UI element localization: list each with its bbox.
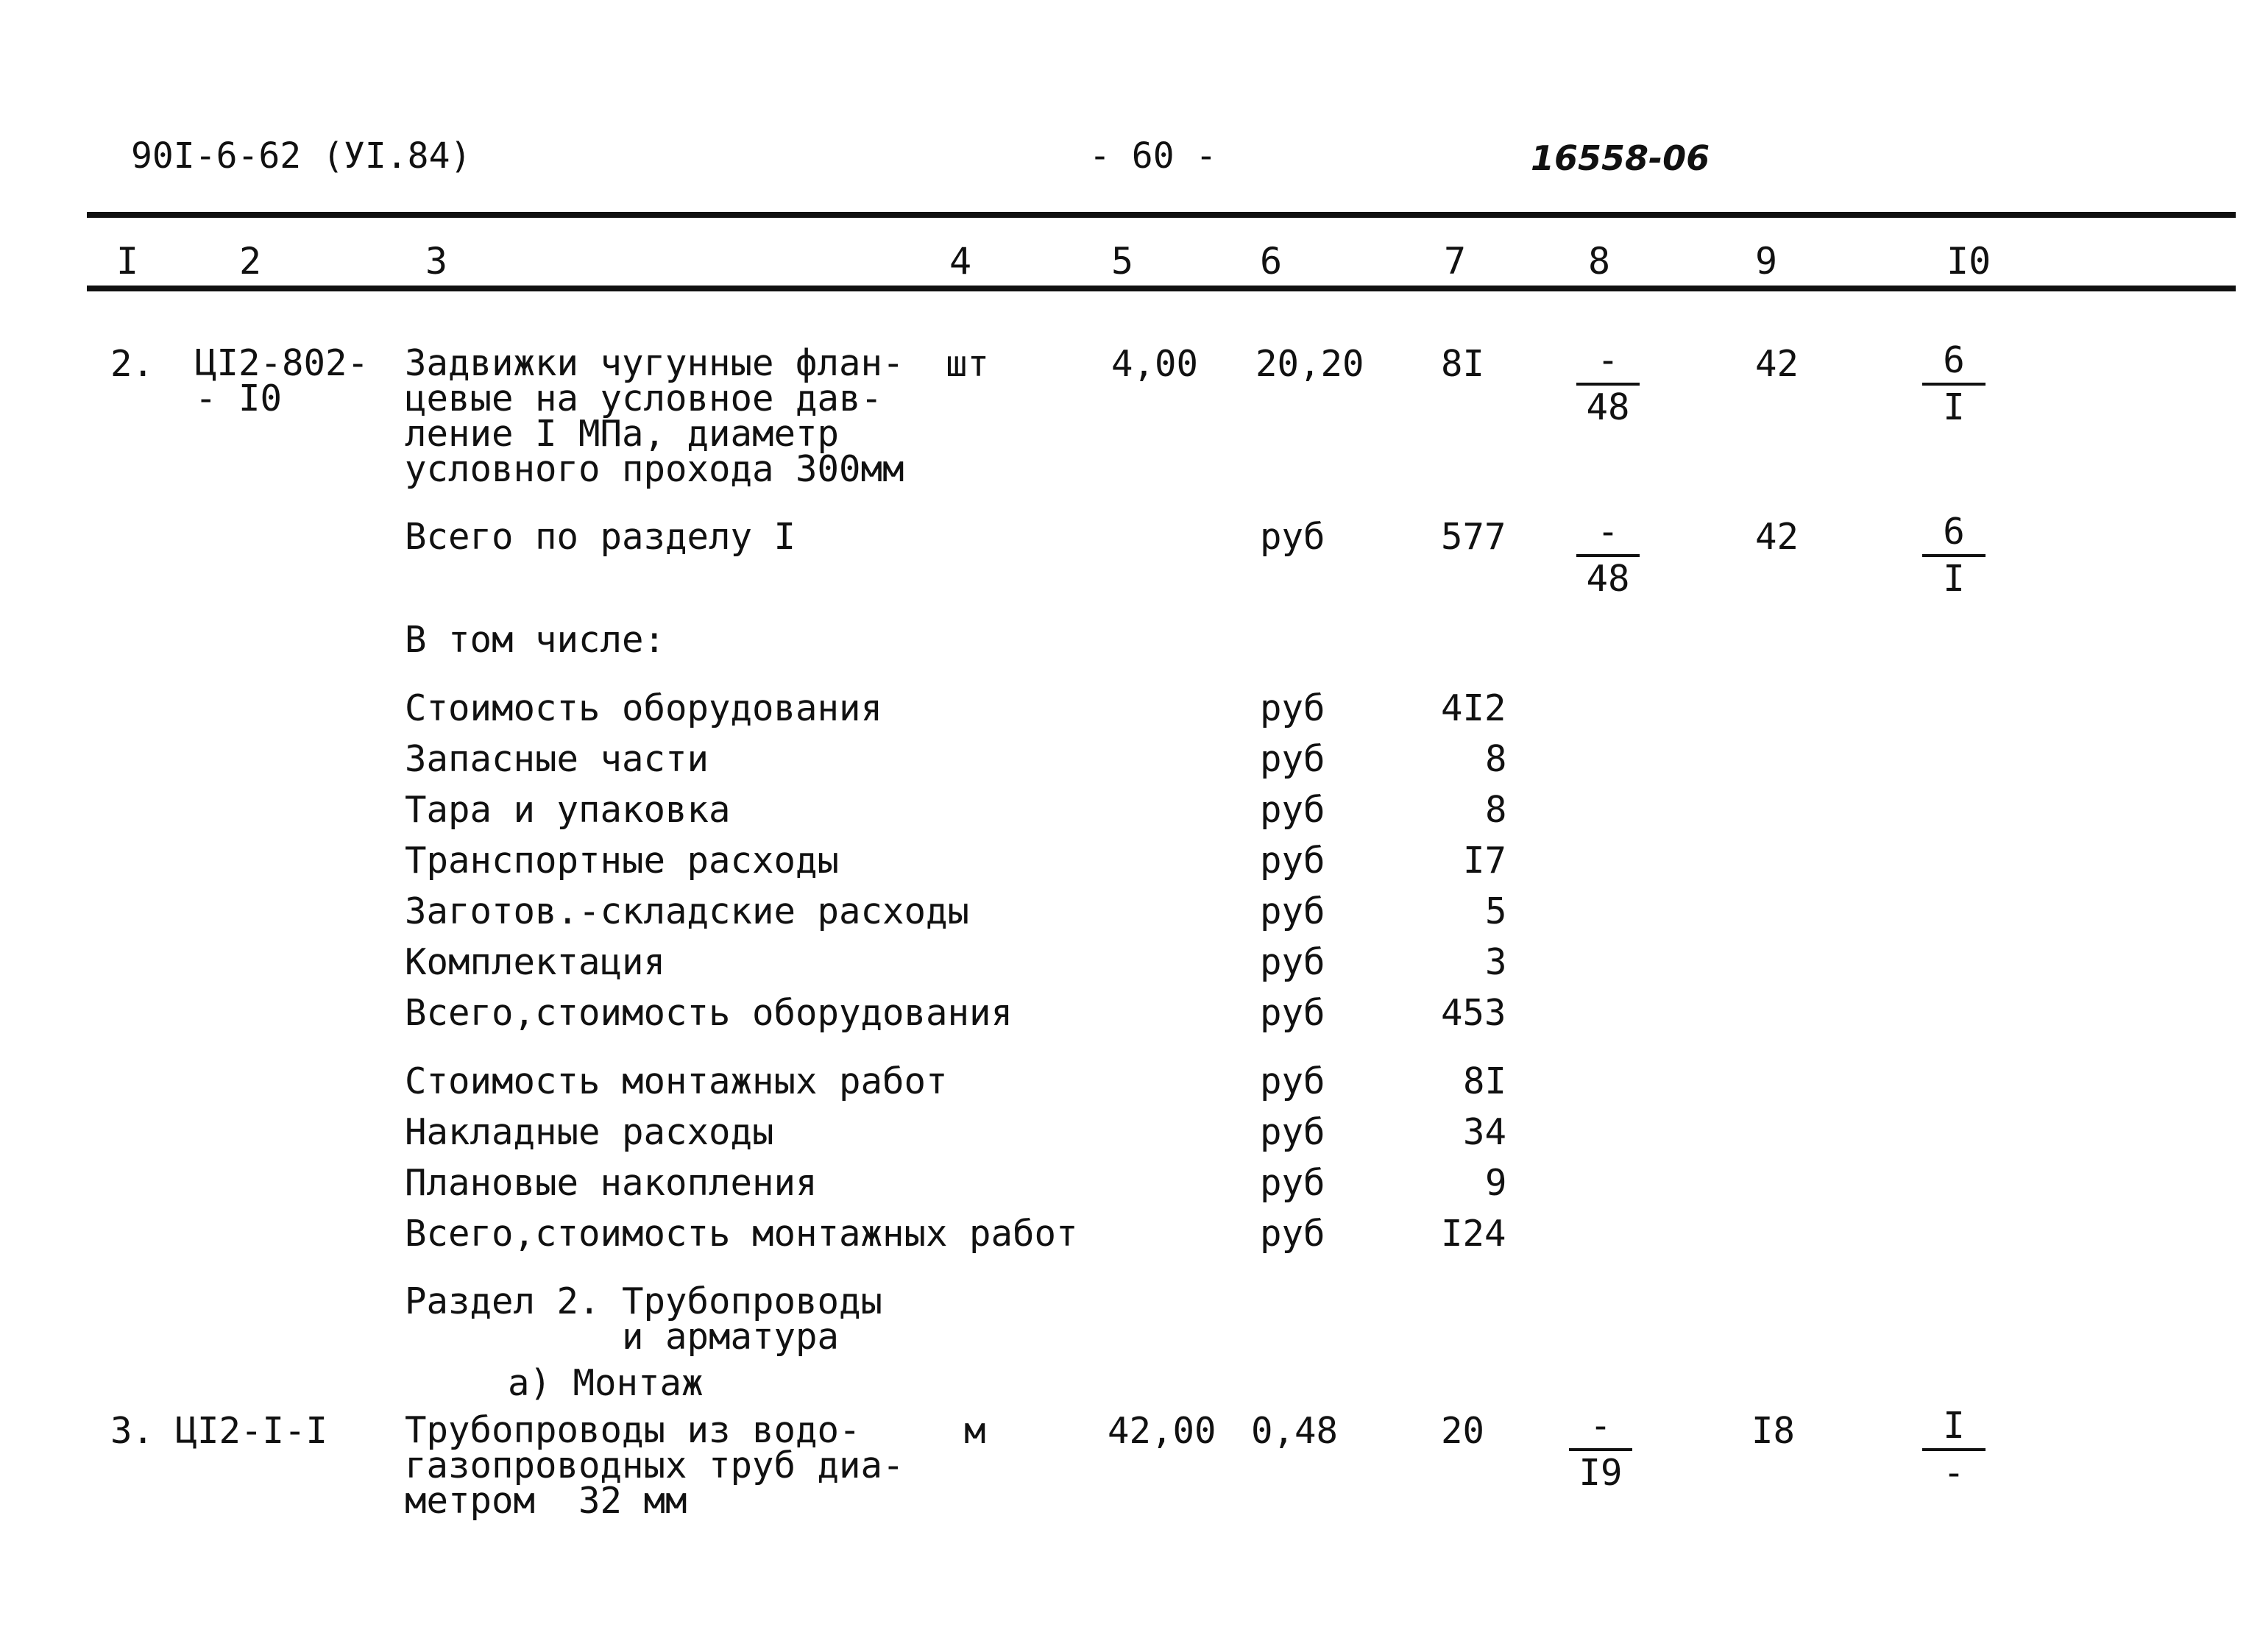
column-header-6: 6	[1260, 240, 1283, 283]
list-item-value: 8I	[1463, 1060, 1507, 1102]
column-8-fraction: - I9	[1560, 1405, 1641, 1494]
column-header-2: 2	[239, 240, 262, 283]
unit: шт	[946, 343, 990, 385]
total-cost: 8I	[1441, 343, 1485, 385]
document-code: 90I-6-62 (УI.84)	[131, 135, 472, 177]
list-item-unit: руб	[1260, 789, 1325, 831]
page-number: - 60 -	[1089, 135, 1217, 177]
item-name: Трубопроводы из водо- газопроводных труб диа- метром 32 мм	[405, 1409, 904, 1522]
list-item-value: 4I2	[1441, 687, 1506, 729]
column-header-8: 8	[1588, 240, 1611, 283]
including-label: В том числе:	[405, 619, 666, 661]
section-total-unit: руб	[1260, 516, 1325, 558]
list-item-unit: руб	[1260, 1162, 1325, 1204]
list-item-value: 9	[1485, 1162, 1507, 1204]
list-item-label: Транспортные расходы	[405, 840, 840, 882]
section-2-title: Раздел 2. Трубопроводы и арматура	[405, 1280, 883, 1358]
list-item-value: I7	[1463, 840, 1507, 882]
list-item-label: Запасные части	[405, 738, 709, 780]
list-item-value: 3	[1485, 941, 1507, 983]
item-name: Задвижки чугунные флан- цевые на условное дав- ление I МПа, диаметр условного прохода 300мм	[405, 342, 904, 490]
column-header-5: 5	[1111, 240, 1134, 283]
section-total-column-8-fraction: - 48	[1568, 511, 1648, 600]
row-number: 2.	[110, 343, 155, 385]
rate-code: ЦI2-802- - I0	[195, 342, 369, 419]
list-item-label: Плановые накопления	[405, 1162, 818, 1204]
list-item-label: Стоимость монтажных работ	[405, 1060, 948, 1102]
section-total-value: 577	[1441, 516, 1506, 558]
list-item-value: I24	[1441, 1213, 1506, 1255]
list-item-value: 8	[1485, 738, 1507, 780]
header-bottom-rule	[87, 286, 2236, 291]
list-item-value: 8	[1485, 789, 1507, 831]
list-item-label: Стоимость оборудования	[405, 687, 883, 729]
list-item-label: Накладные расходы	[405, 1111, 774, 1153]
column-8-fraction: - 48	[1568, 340, 1648, 428]
list-item-unit: руб	[1260, 840, 1325, 882]
column-10-fraction: I -	[1913, 1405, 1994, 1494]
column-header-3: 3	[425, 240, 448, 283]
row-number-and-code: 3. ЦI2-I-I	[110, 1410, 328, 1452]
list-item-unit: руб	[1260, 1213, 1325, 1255]
section-total-label: Всего по разделу I	[405, 516, 796, 558]
table-top-rule	[87, 212, 2236, 218]
column-9-value: 42	[1755, 343, 1799, 385]
list-item-unit: руб	[1260, 890, 1325, 932]
list-item-label: Заготов.-складские расходы	[405, 890, 970, 932]
column-header-4: 4	[949, 240, 972, 283]
unit-price: 0,48	[1251, 1410, 1339, 1452]
column-header-9: 9	[1755, 240, 1778, 283]
list-item-label: Всего,стоимость оборудования	[405, 992, 1013, 1034]
unit: м	[964, 1410, 986, 1452]
column-header-10: I0	[1946, 240, 1991, 283]
document-number: 16558-06	[1531, 138, 1710, 178]
total-cost: 20	[1441, 1410, 1485, 1452]
quantity: 42,00	[1108, 1410, 1216, 1452]
column-10-fraction: 6 I	[1913, 340, 1994, 428]
unit-price: 20,20	[1255, 343, 1364, 385]
list-item-value: 5	[1485, 890, 1507, 932]
list-item-label: Всего,стоимость монтажных работ	[405, 1213, 1078, 1255]
list-item-unit: руб	[1260, 1060, 1325, 1102]
list-item-value: 34	[1463, 1111, 1507, 1153]
subsection-title: а) Монтаж	[508, 1362, 704, 1404]
list-item-value: 453	[1441, 992, 1506, 1034]
list-item-unit: руб	[1260, 992, 1325, 1034]
column-header-1: I	[116, 240, 139, 283]
section-total-column-9: 42	[1755, 516, 1799, 558]
quantity: 4,00	[1111, 343, 1199, 385]
list-item-unit: руб	[1260, 1111, 1325, 1153]
list-item-unit: руб	[1260, 738, 1325, 780]
list-item-unit: руб	[1260, 687, 1325, 729]
column-9-value: I8	[1751, 1410, 1796, 1452]
list-item-label: Тара и упаковка	[405, 789, 731, 831]
section-total-column-10-fraction: 6 I	[1913, 511, 1994, 600]
column-header-7: 7	[1444, 240, 1467, 283]
list-item-unit: руб	[1260, 941, 1325, 983]
list-item-label: Комплектация	[405, 941, 666, 983]
